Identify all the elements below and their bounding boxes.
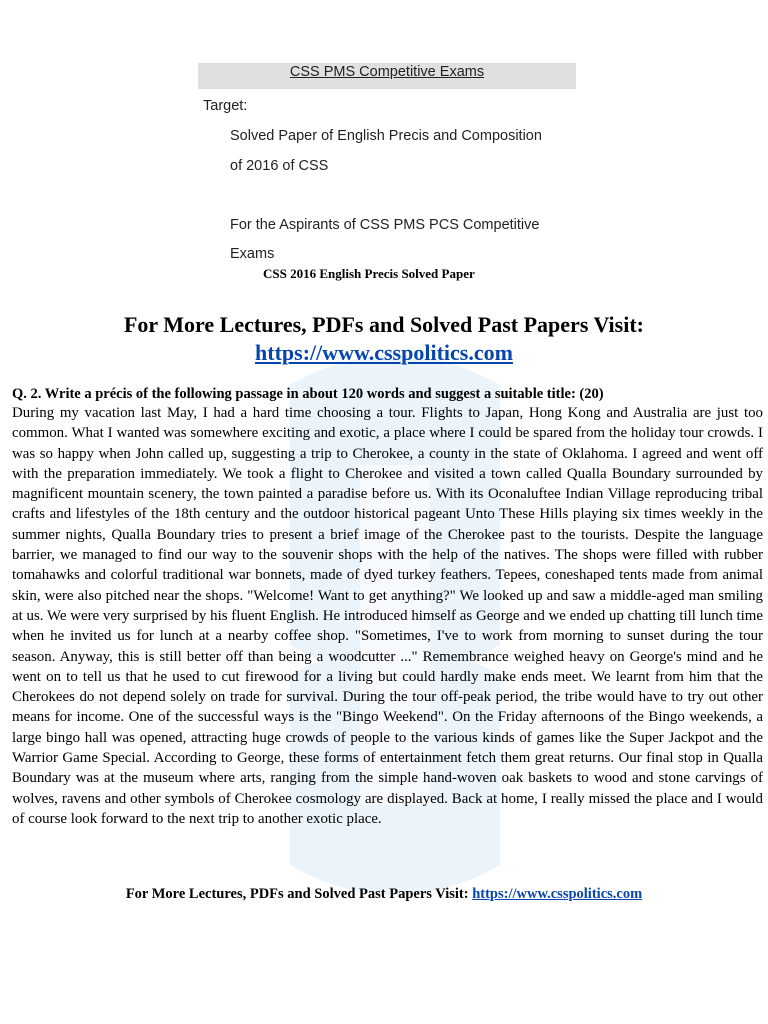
promo-heading: For More Lectures, PDFs and Solved Past Papers Visit:: [123, 312, 644, 337]
question-prompt: Q. 2. Write a précis of the following passage in about 120 words and suggest a suitable title: (20): [12, 386, 604, 402]
aspirants-line-2: Exams: [230, 246, 275, 262]
paper-subtitle: CSS 2016 English Precis Solved Paper: [263, 266, 475, 281]
footer-url-link[interactable]: https://www.csspolitics.com: [472, 886, 643, 902]
target-description-line-2: of 2016 of CSS: [230, 158, 329, 174]
footer-promo: [0, 886, 768, 903]
footer-text: For More Lectures, PDFs and Solved Past Papers Visit:: [125, 886, 473, 902]
target-description-line-1: Solved Paper of English Precis and Composition: [230, 128, 542, 144]
header-title: CSS PMS Competitive Exams: [289, 64, 485, 80]
aspirants-line-1: For the Aspirants of CSS PMS PCS Competitive: [230, 217, 540, 233]
target-label: Target:: [203, 98, 248, 114]
promo-url-link[interactable]: https://www.csspolitics.com: [255, 340, 513, 365]
precis-passage: During my vacation last May, I had a hard time choosing a tour. Flights to Japan, Hong Kong and Australia are just too common. What I wanted was somewhere exciting and exotic, a place where I could be spared from the holiday tour crowds. I was so happy when John called up, suggesting a trip to Cherokee, a county in the state of Oklahoma. I agreed and went off with the preparation immediately. We took a flight to Cherokee and visited a town called Qualla Boundary surrounded by magnificent mountain scenery, the town painted a paradise before us. With its Oconaluftee Indian Village reproducing tribal crafts and lifestyles of the 18th century and the outdoor historical pageant Unto These Hills playing six times weekly in the summer nights, Qualla Boundary tries to present a brief image of the Cherokee past to the tourists. Despite the language barrier, we managed to find our way to the souvenir shops with the help of the natives. The shops were filled with rubber tomahawks and colorful traditional war bonnets, made of dyed turkey feathers. Tepees, coneshaped tents made from animal skin, were also pitched near the shops. "Welcome! Want to get anything?" We looked up and saw a middle-aged man smiling at us. We were very surprised by his fluent English. He introduced himself as George and we ended up chatting till lunch time when he invited us for lunch at a nearby coffee shop. "Sometimes, I've to work from morning to sunset during the tour season. Anyway, this is still better off than being a woodcutter ..." Remembrance weighed heavy on George's mind and he went on to tell us that he used to cut firewood for a living but could hardly make ends meet. We learnt from him that the Cherokees do not depend solely on trade for survival. During the tour off-peak period, the tribe would have to try out other means for income. One of the successful ways is the "Bingo Weekend". On the Friday afternoons of the Bingo weekends, a large bingo hall was opened, attracting huge crowds of people to the various kinds of games like the Super Jackpot and the Warrior Game Special. According to George, these forms of entertainment fetch them great returns. Our final stop in Qualla Boundary was at the museum where arts, ranging from the simple hand-woven oak baskets to wood and stone carvings of wolves, ravens and other symbols of Cherokee cosmology are displayed. Back at home, I really missed the place and I would of course look forward to the next trip to another exotic place.: [12, 405, 763, 827]
